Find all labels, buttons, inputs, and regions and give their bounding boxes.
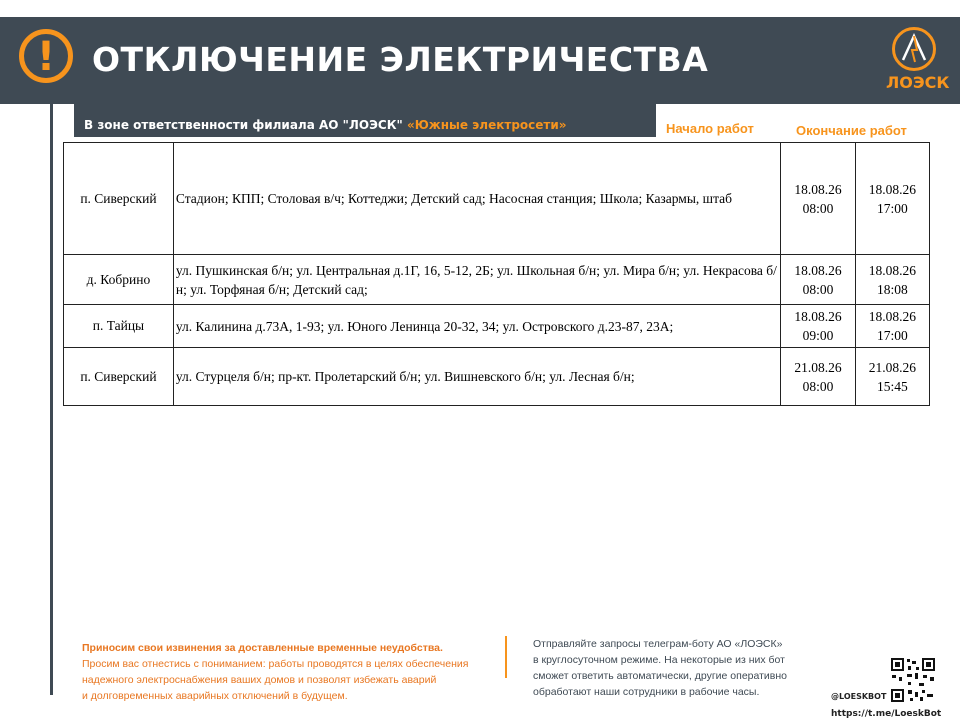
addresses-cell: ул. Калинина д.73А, 1-93; ул. Юного Ленинца 20-32, 34; ул. Островского д.23-87, 23А; [173,305,781,348]
addresses-cell: ул. Пушкинская б/н; ул. Центральная д.1Г, 16, 5-12, 2Б; ул. Школьная б/н; ул. Мира б/н; ул. Некрасова б/н; ул. Торфяная б/н; Детский сад; [173,255,781,305]
apology-line: и долговременных аварийных отключений в будущем. [82,690,348,702]
apology-line: надежного электроснабжения ваших домов и позволят избежать аварий [82,674,437,686]
apology-note [82,640,492,704]
subheader-label: В зоне ответственности филиала АО "ЛОЭСК" [84,118,403,132]
addresses-cell: Стадион; КПП; Столовая в/ч; Коттеджи; Детский сад; Насосная станция; Школа; Казармы, штаб [173,143,781,255]
location-cell: д. Кобрино [64,255,174,305]
end-date: 18.08.26 [868,181,916,197]
start-time: 08:00 [802,281,834,297]
qr-code-icon[interactable] [890,657,936,703]
location-cell: п. Сиверский [64,143,174,255]
column-header-end: Окончание работ [796,123,907,138]
end-time: 17:00 [876,200,908,216]
column-header-start: Начало работ [666,121,754,136]
footer-divider [505,636,507,678]
end-date: 18.08.26 [868,262,916,278]
table-row [64,348,930,406]
start-time: 09:00 [802,328,834,343]
bot-info [533,636,823,700]
end-cell [855,143,929,255]
location-cell: п. Тайцы [64,305,174,348]
left-divider [50,104,53,695]
logo-text: ЛОЭСК [886,73,950,92]
start-date: 18.08.26 [794,181,842,197]
table-row [64,143,930,255]
start-cell [781,348,855,406]
bot-url[interactable]: https://t.me/LoeskBot [831,709,942,719]
subheader-bar [74,104,656,137]
bot-info-line: в круглосуточном режиме. На некоторые из них бот [533,654,785,666]
start-date: 21.08.26 [794,359,842,375]
addresses-cell: ул. Стурцеля б/н; пр-кт. Пролетарский б/н; ул. Вишневского б/н; ул. Лесная б/н; [173,348,781,406]
table-row [64,255,930,305]
outage-table [63,142,930,406]
end-date: 18.08.26 [868,309,916,324]
loesk-logo [886,27,950,97]
apology-line: Просим вас отнестись с пониманием: работы проводятся в целях обеспечения [82,658,469,670]
start-cell [781,143,855,255]
end-cell [855,348,929,406]
bot-handle: @LOESKBOT [831,692,887,701]
start-time: 08:00 [802,378,834,394]
location-cell: п. Сиверский [64,348,174,406]
logo-emblem-icon [892,27,936,71]
start-cell [781,305,855,348]
bot-info-line: Отправляйте запросы телеграм-боту АО «ЛОЭСК» [533,638,783,650]
exclamation-circle-icon: ! [19,29,73,83]
end-time: 17:00 [876,328,908,343]
subheader-text [84,117,567,133]
bot-info-line: сможет ответить автоматически, другие оперативно [533,670,787,682]
start-date: 18.08.26 [794,262,842,278]
bot-info-line: обработают наши сотрудники в рабочие часы. [533,686,760,698]
start-time: 08:00 [802,200,834,216]
page-title: ОТКЛЮЧЕНИЕ ЭЛЕКТРИЧЕСТВА [92,40,709,79]
end-time: 15:45 [876,378,908,394]
start-date: 18.08.26 [794,309,842,324]
table-row [64,305,930,348]
start-cell [781,255,855,305]
end-cell [855,255,929,305]
end-cell [855,305,929,348]
subheader-branch: «Южные электросети» [406,118,567,132]
header-banner [0,17,960,104]
apology-heading: Приносим свои извинения за доставленные временные неудобства. [82,642,443,654]
end-date: 21.08.26 [868,359,916,375]
end-time: 18:08 [876,281,908,297]
